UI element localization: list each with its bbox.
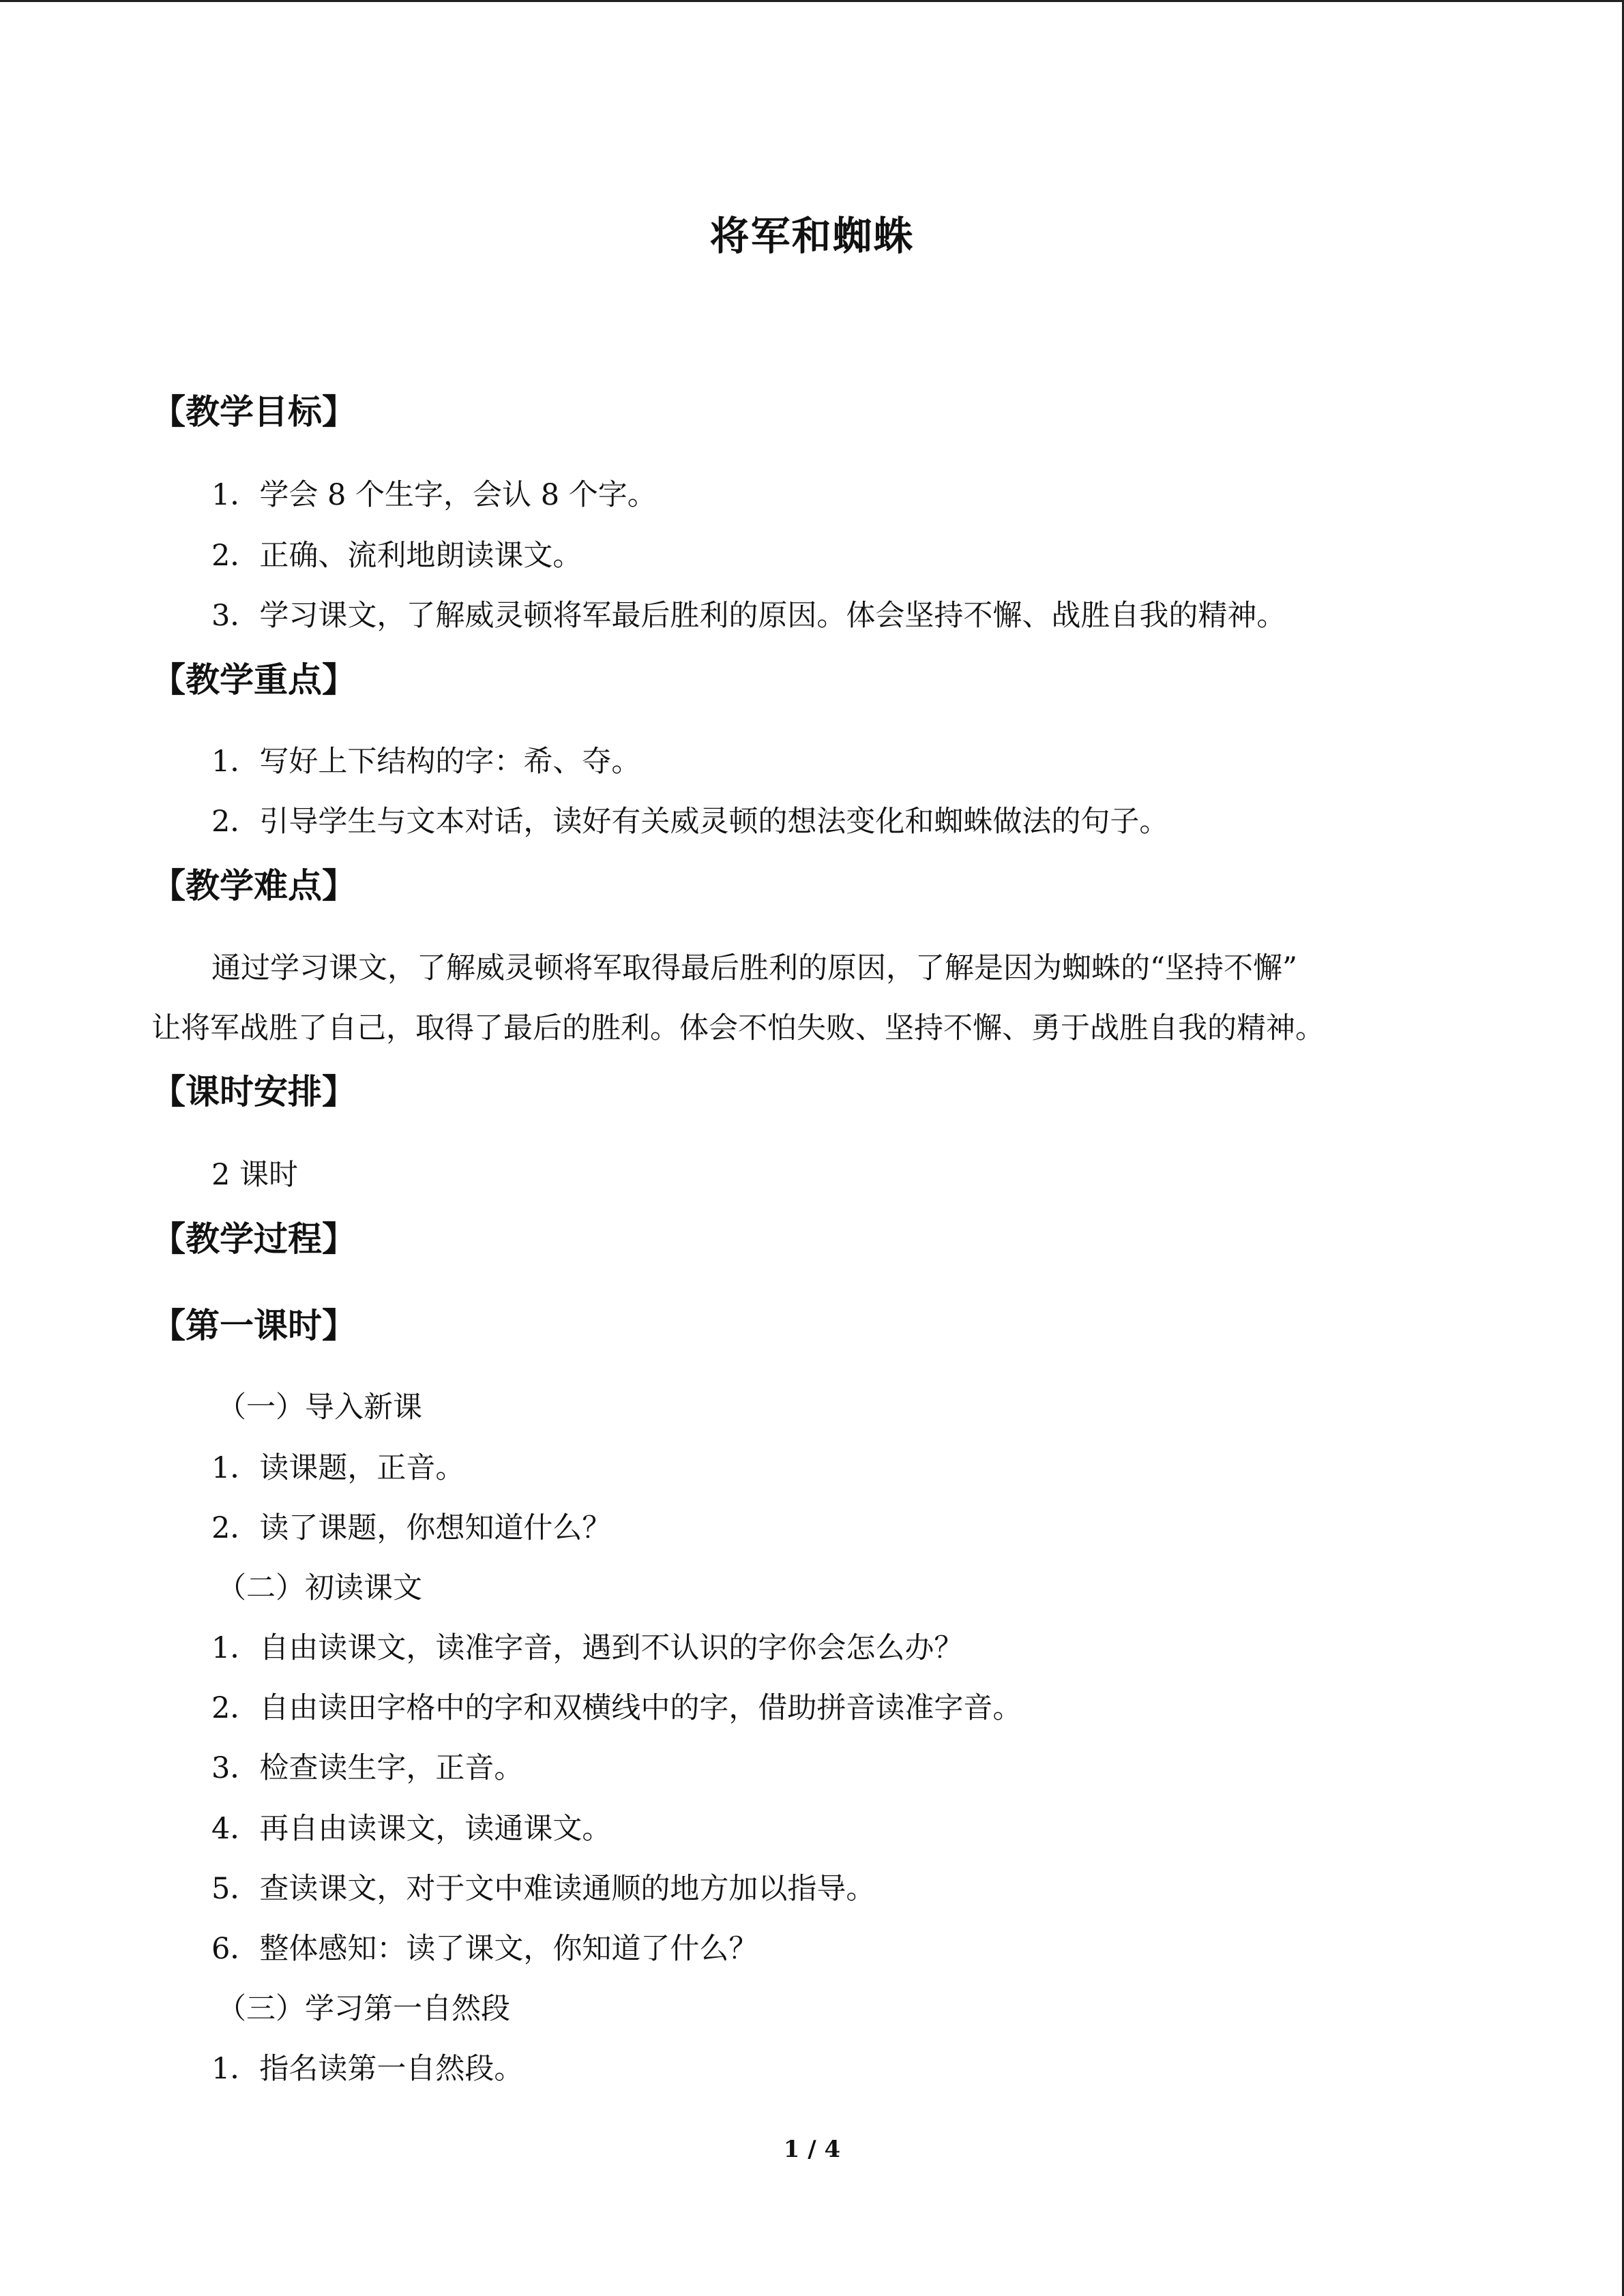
goal-item-2: 2．正确、流利地朗读课文。 [211,539,582,573]
page-border-top [0,0,1624,2]
lesson-item: 1．指名读第一自然段。 [211,2052,524,2086]
heading-first-lesson: 【第一课时】 [151,1306,356,1345]
goal-item-3: 3．学习课文，了解威灵顿将军最后胜利的原因。体会坚持不懈、战胜自我的精神。 [211,599,1286,633]
difficulty-paragraph-line-1: 通过学习课文，了解威灵顿将军取得最后胜利的原因，了解是因为蜘蛛的“坚持不懈” [211,951,1297,985]
goal-item-1: 1．学会 8 个生字，会认 8 个字。 [211,478,657,512]
document-title: 将军和蜘蛛 [709,213,915,259]
lesson-step-intro: （一）导入新课 [217,1390,422,1425]
lesson-item: 2．自由读田字格中的字和双横线中的字，借助拼音读准字音。 [211,1691,1022,1725]
heading-teaching-goals: 【教学目标】 [151,392,356,432]
heading-schedule: 【课时安排】 [151,1072,356,1112]
heading-teaching-process: 【教学过程】 [151,1219,356,1259]
lesson-step-first-reading: （二）初读课文 [217,1571,422,1605]
schedule-value: 2 课时 [211,1158,299,1192]
lesson-step-first-paragraph: （三）学习第一自然段 [217,1992,510,2026]
lesson-item: 5．查读课文，对于文中难读通顺的地方加以指导。 [211,1872,876,1906]
heading-teaching-focus: 【教学重点】 [151,660,356,700]
focus-item-1: 1．写好上下结构的字：希、夺。 [211,745,641,779]
page-number: 1 / 4 [783,2136,841,2163]
heading-teaching-difficulty: 【教学难点】 [151,866,356,906]
lesson-item: 6．整体感知：读了课文，你知道了什么？ [211,1932,758,1966]
focus-item-2: 2．引导学生与文本对话，读好有关威灵顿的想法变化和蜘蛛做法的句子。 [211,805,1169,839]
lesson-item: 2．读了课题，你想知道什么？ [211,1511,612,1545]
difficulty-paragraph-line-2: 让将军战胜了自己，取得了最后的胜利。体会不怕失败、坚持不懈、勇于战胜自我的精神。 [151,1011,1325,1045]
lesson-item: 1．读课题，正音。 [211,1451,465,1485]
lesson-item: 1．自由读课文，读准字音，遇到不认识的字你会怎么办？ [211,1631,964,1665]
lesson-item: 4．再自由读课文，读通课文。 [211,1812,612,1846]
lesson-item: 3．检查读生字，正音。 [211,1751,524,1785]
